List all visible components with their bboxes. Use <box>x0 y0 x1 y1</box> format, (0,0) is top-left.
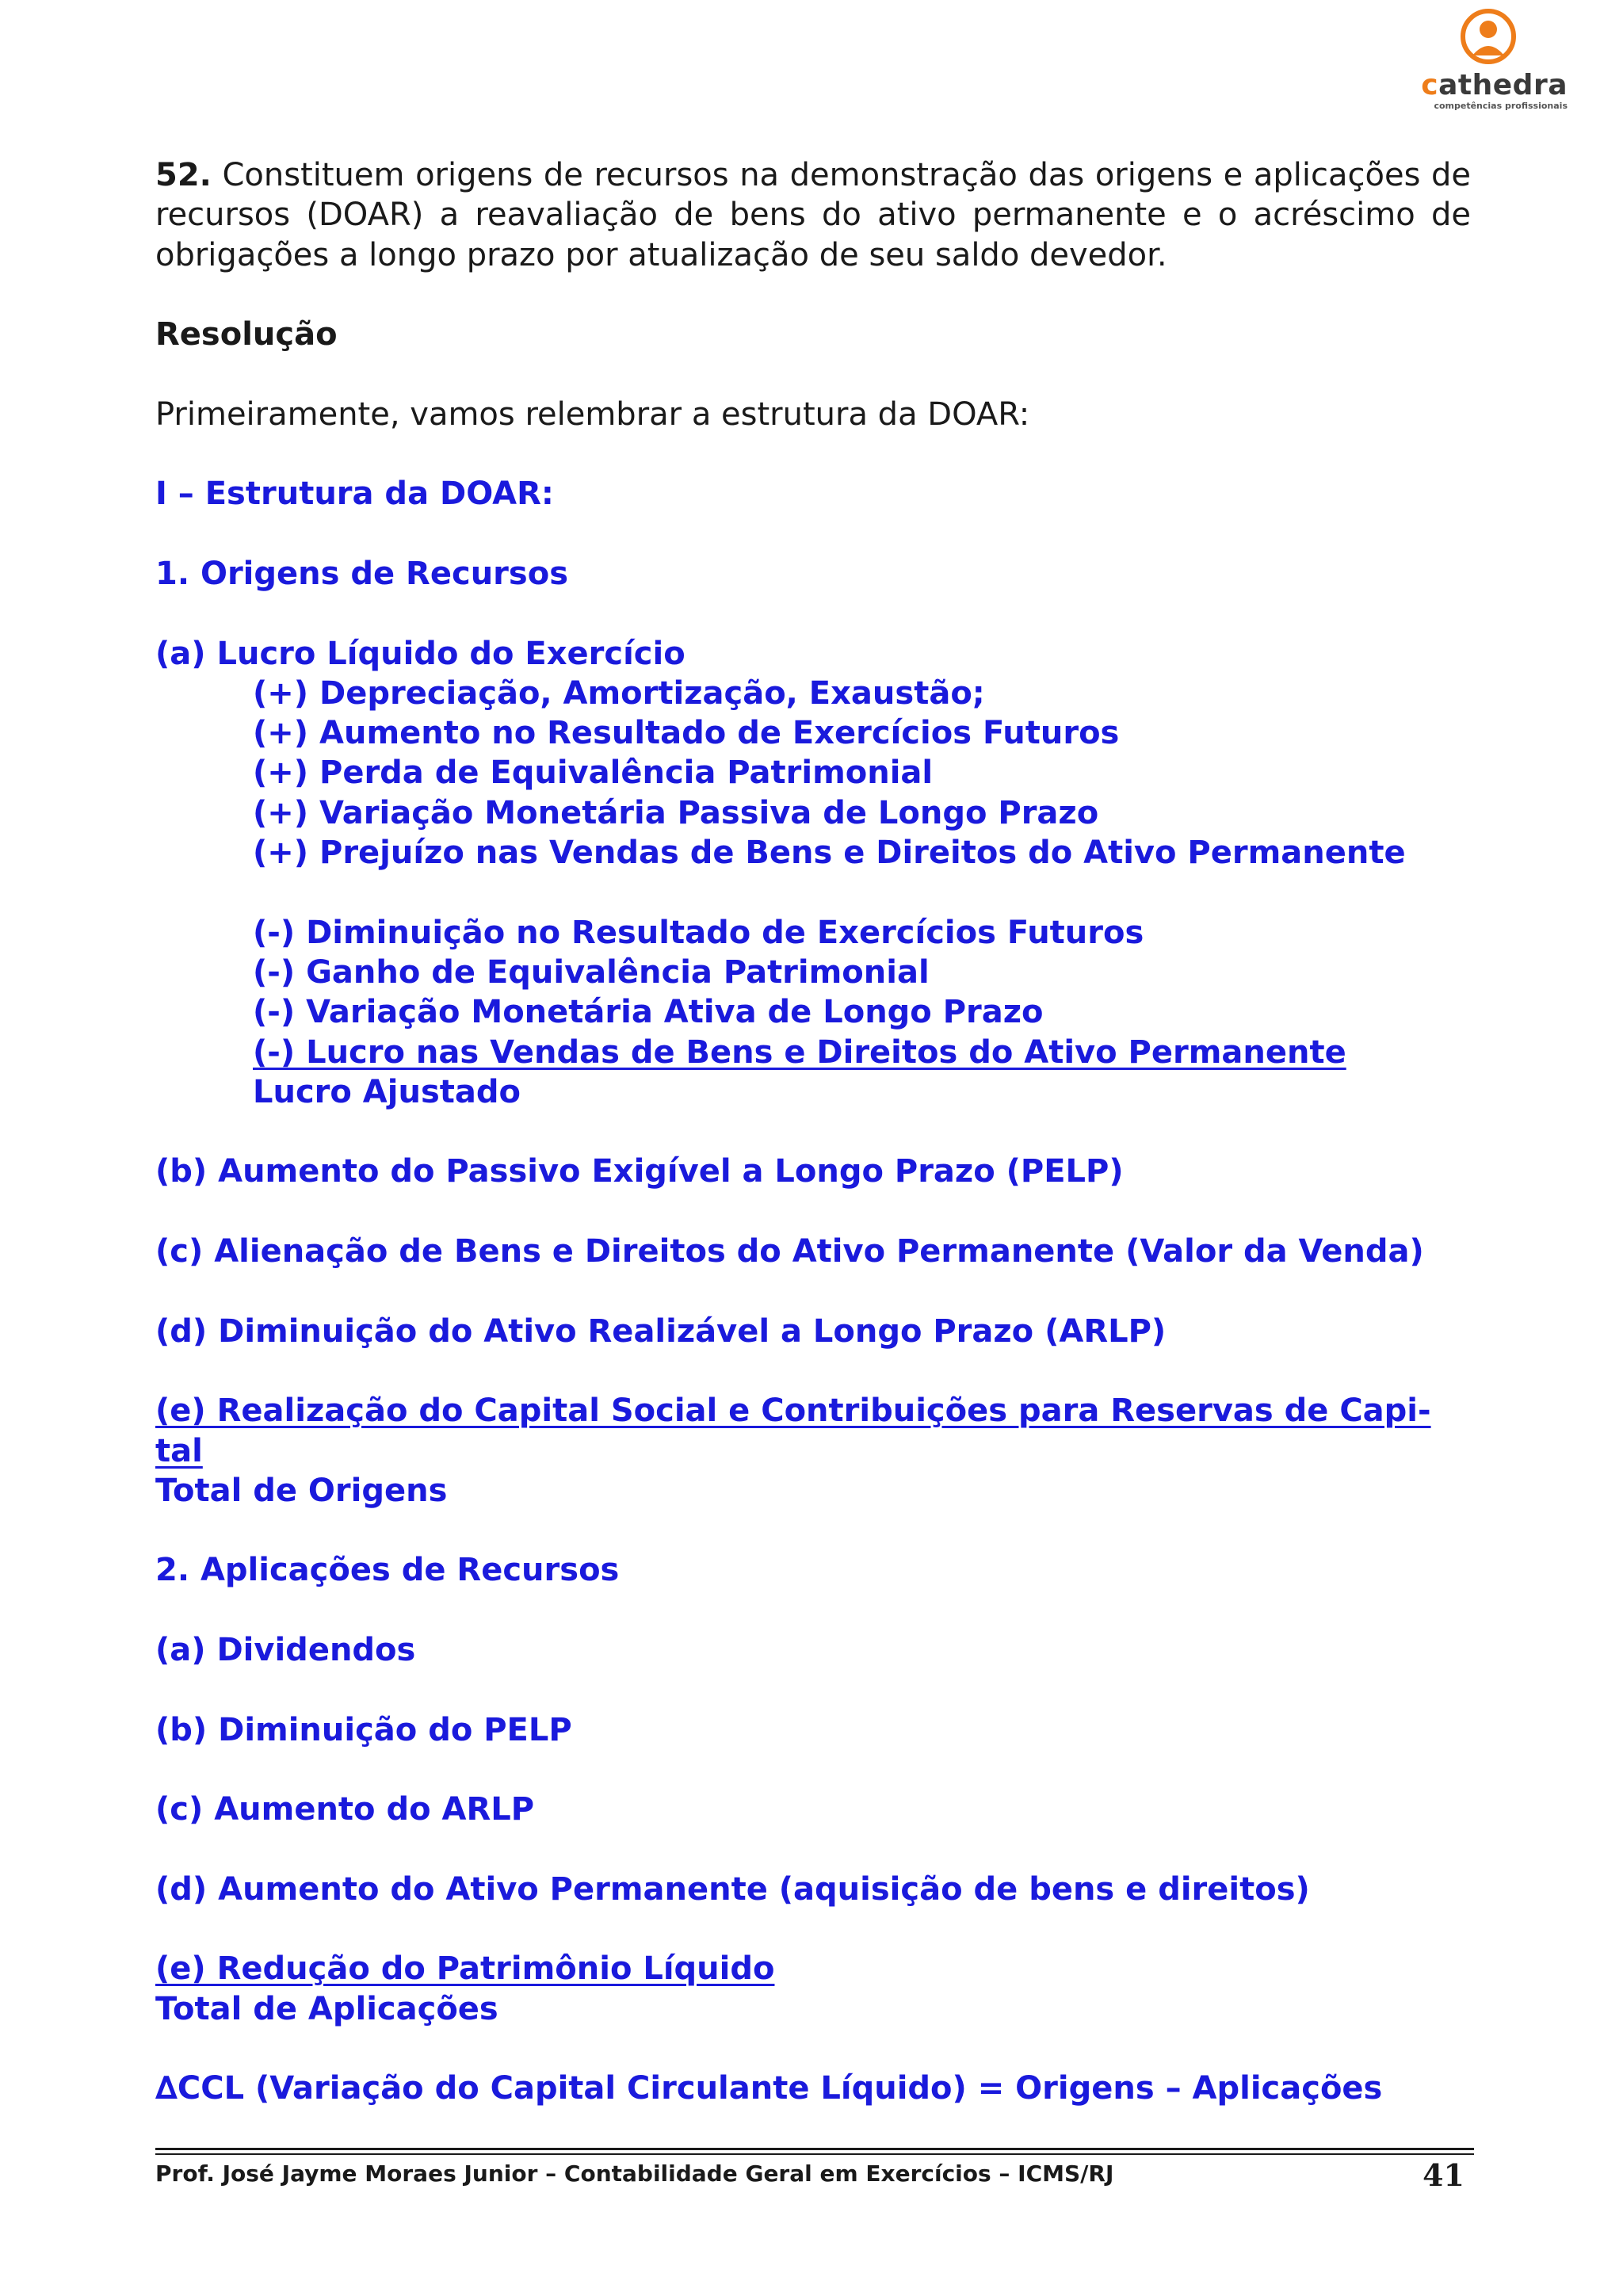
intro-text: Primeiramente, vamos relembrar a estrutura da DOAR: <box>155 395 1030 433</box>
logo-wordmark-first: c <box>1421 69 1439 101</box>
subtraction-item: (-) Variação Monetária Ativa de Longo Prazo <box>253 994 1044 1031</box>
footer-text: Prof. José Jayme Moraes Junior – Contabilidade Geral em Exercícios – ICMS/RJ <box>155 2160 1114 2187</box>
addition-item: (+) Perda de Equivalência Patrimonial <box>253 755 934 792</box>
ccl-formula: ∆CCL (Variação do Capital Circulante Líquido) = Origens – Aplicações <box>155 2070 1383 2107</box>
logo-tagline: competências profissionais <box>1434 101 1568 111</box>
addition-item: (+) Prejuízo nas Vendas de Bens e Direitos do Ativo Permanente <box>253 835 1406 872</box>
footer-rule <box>155 2148 1474 2150</box>
subtraction-item: (-) Diminuição no Resultado de Exercícios Futuros <box>253 914 1144 951</box>
cathedra-logo <box>1417 8 1568 111</box>
origins-item-c: (c) Alienação de Bens e Direitos do Ativo Permanente (Valor da Venda) <box>155 1233 1424 1270</box>
addition-item: (+) Depreciação, Amortização, Exaustão; <box>253 674 985 712</box>
structure-heading: I – Estrutura da DOAR: <box>155 476 554 513</box>
applications-item-b: (b) Diminuição do PELP <box>155 1711 572 1748</box>
origins-item-b: (b) Aumento do Passivo Exigível a Longo Prazo (PELP) <box>155 1153 1124 1190</box>
applications-item-d: (d) Aumento do Ativo Permanente (aquisição de bens e direitos) <box>155 1870 1310 1908</box>
subtraction-item: (-) Ganho de Equivalência Patrimonial <box>253 953 930 991</box>
origins-heading: 1. Origens de Recursos <box>155 555 568 592</box>
origins-item-e-line1: (e) Realização do Capital Social e Contribuições para Reservas de Capi- <box>155 1392 1431 1430</box>
applications-item-a: (a) Dividendos <box>155 1631 416 1668</box>
page-content <box>155 155 1471 2109</box>
question-paragraph <box>155 155 1471 275</box>
addition-item: (+) Variação Monetária Passiva de Longo Prazo <box>253 794 1099 831</box>
origins-item-e-line2: tal <box>155 1432 203 1469</box>
page-footer <box>155 2148 1474 2193</box>
origins-total: Total de Origens <box>155 1472 448 1509</box>
resolution-heading: Resolução <box>155 316 338 353</box>
question-text: Constituem origens de recursos na demonstração das origens e aplicações de recursos (DOAR) a reavaliação de bens do ativo permanente e o acréscimo de obrigações a longo prazo por atualização de seu saldo devedor. <box>155 157 1472 273</box>
subtraction-item-underlined: (-) Lucro nas Vendas de Bens e Direitos do Ativo Permanente <box>253 1033 1346 1071</box>
applications-item-e: (e) Redução do Patrimônio Líquido <box>155 1950 775 1988</box>
logo-wordmark-rest: athedra <box>1438 69 1568 101</box>
addition-item: (+) Aumento no Resultado de Exercícios Futuros <box>253 715 1120 752</box>
applications-heading: 2. Aplicações de Recursos <box>155 1552 620 1589</box>
origins-item-d: (d) Diminuição do Ativo Realizável a Longo Prazo (ARLP) <box>155 1312 1167 1350</box>
applications-total: Total de Aplicações <box>155 1990 498 2027</box>
footer-rule <box>155 2153 1474 2155</box>
origins-item-a: (a) Lucro Líquido do Exercício <box>155 635 685 672</box>
adjusted-profit: Lucro Ajustado <box>253 1073 521 1110</box>
question-number: 52. <box>155 157 212 193</box>
applications-item-c: (c) Aumento do ARLP <box>155 1791 535 1828</box>
logo-person-icon <box>1460 8 1517 65</box>
logo-wordmark <box>1417 71 1568 100</box>
page-number: 41 <box>1423 2157 1465 2193</box>
